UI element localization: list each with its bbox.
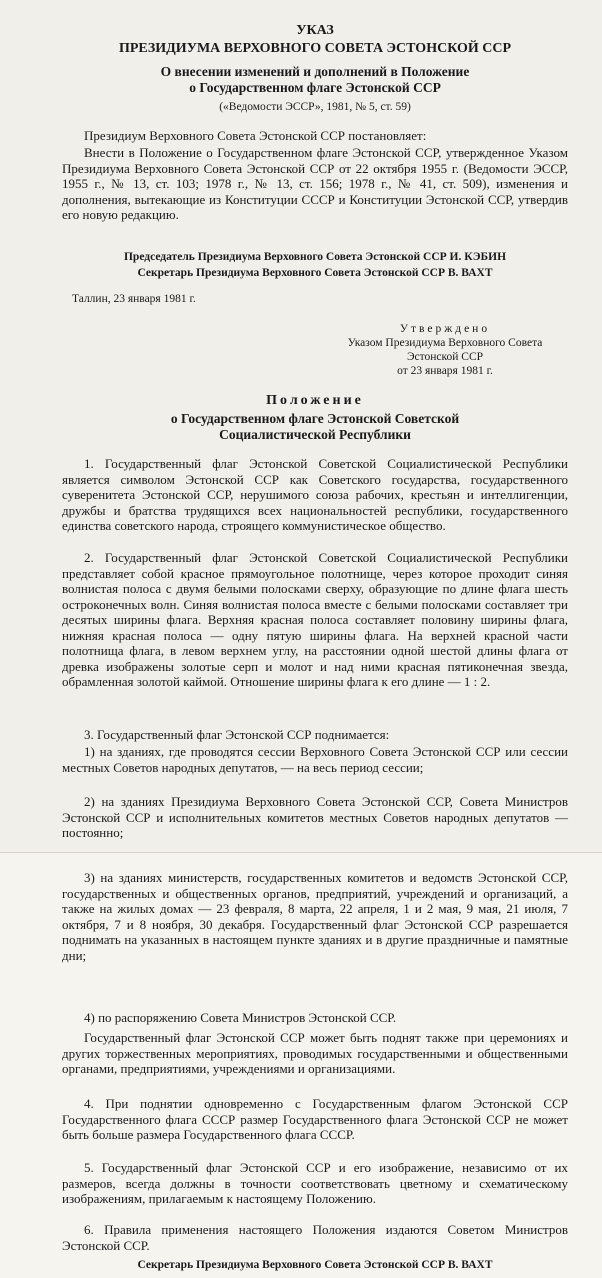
regulation-paragraph-4: 4. При поднятии одновременно с Государственным флагом Эстонской ССР Государственного флага СССР размер Государственного флага Эстонской ССР не может быть больше размера Государственного флага СССР. [62, 1096, 568, 1142]
regulation-paragraph-2: 2. Государственный флаг Эстонской Советской Социалистической Республики представляет собой красное прямоугольное полотнище, через которое проходит синяя волнистая полоса с двумя белыми полосками сверху, образующие по длине флага шесть остроконечных волн. Синяя волнистая полоса вместе с белыми полосками составляет три десятых ширины флага. Верхняя красная полоса составляет половину ширины флага, нижняя красная полоса — одну пятую ширины флага. На верхней красной части полотнища флага, в левом верхнем углу, на расстоянии одной шестой длины флага от древка изображены золотые серп и молот и над ними красная пятиконечная звезда, обрамленная золотой каймой. Отношение ширины флага к его длине — 1 : 2. [62, 550, 568, 689]
decree-issuer: ПРЕЗИДИУМА ВЕРХОВНОГО СОВЕТА ЭСТОНСКОЙ ССР [118, 41, 512, 56]
approval-line2: Эстонской ССР [406, 351, 484, 363]
approval-line1: Указом Президиума Верховного Совета [347, 337, 543, 349]
decree-title-line2: о Государственном флаге Эстонской ССР [189, 80, 441, 95]
regulation-paragraph-1: 1. Государственный флаг Эстонской Советской Социалистической Республики является символом Эстонской ССР как Советского государства, государственного суверенитета Эстонской ССР, нерушимого союза рабочих, крестьян и интеллигенции, дружбы и братства трудящихся всех национальностей республики, государственного единства советского народа, строящего коммунистическое общество. [62, 456, 568, 533]
regulation-title-line2: Социалистической Республики [219, 427, 411, 442]
decree-kind: УКАЗ [296, 23, 334, 38]
approval-block [300, 322, 590, 378]
regulation-item-3-1: 1) на зданиях, где проводятся сессии Верховного Совета Эстонской ССР или сессии местных Советов народных депутатов, — на весь период сессии; [62, 744, 568, 775]
regulation-item-3-2: 2) на зданиях Президиума Верховного Совета Эстонской ССР, Совета Министров Эстонской ССР и исполнительных комитетов местных Советов народных депутатов — постоянно; [62, 794, 568, 840]
regulation-heading: Положение [266, 393, 364, 408]
decree-source: («Ведомости ЭССР», 1981, № 5, ст. 59) [219, 101, 411, 113]
signature-chair: Председатель Президиума Верховного Совета Эстонской ССР И. КЭБИН [123, 251, 507, 263]
decree-text: Внести в Положение о Государственном флаге Эстонской ССР, утвержденное Указом Президиума Верховного Совета Эстонской ССР от 22 октября 1955 г. (Ведомости ЭССР, 1955 г., № 13, ст. 103; 1978 г., № 13, ст. 156; 1978 г., № 41, ст. 509), изменения и дополнения, вытекающие из Конституции СССР и Конституции Эстонской ССР, утвердив его новую редакцию. [62, 145, 568, 222]
place-date: Таллин, 23 января 1981 г. [72, 293, 196, 305]
regulation-signature: Секретарь Президиума Верховного Совета Эстонской ССР В. ВАХТ [137, 1259, 493, 1271]
regulation-paragraph-6: 6. Правила применения настоящего Положения издаются Советом Министров Эстонской ССР. [62, 1222, 568, 1253]
regulation-paragraph-3: 3. Государственный флаг Эстонской ССР поднимается: [84, 727, 390, 742]
decree-title-line1: О внесении изменений и дополнений в Положение [160, 64, 470, 79]
regulation-paragraph-5: 5. Государственный флаг Эстонской ССР и его изображение, независимо от их размеров, всегда должны в точности соответствовать цветному и схематическому изображениям, прилагаемым к настоящему Положению. [62, 1160, 568, 1206]
signature-secretary: Секретарь Президиума Верховного Совета Эстонской ССР В. ВАХТ [137, 267, 493, 279]
decree-preamble: Президиум Верховного Совета Эстонской ССР постановляет: [84, 128, 427, 143]
regulation-item-3-3: 3) на зданиях министерств, государственных комитетов и ведомств Эстонской ССР, государственных и общественных органов, предприятий, учреждений и организаций, а также на жилых домах — 23 февраля, 8 марта, 22 апреля, 1 и 2 мая, 9 мая, 21 июля, 7 октября, 7 и 8 ноября, 30 декабря. Государственный флаг Эстонской ССР разрешается поднимать на указанных в настоящем пункте зданиях и в другие праздничные и памятные дни; [62, 870, 568, 963]
regulation-item-3-4: 4) по распоряжению Совета Министров Эстонской ССР. [84, 1010, 397, 1025]
approval-word: Утверждено [399, 323, 491, 335]
approval-line3: от 23 января 1981 г. [397, 365, 493, 377]
regulation-title-line1: о Государственном флаге Эстонской Советской [170, 411, 460, 426]
regulation-item-3-tail: Государственный флаг Эстонской ССР может быть поднят также при церемониях и других торжественных мероприятиях, проводимых государственными и общественными органами, предприятиями, учреждениями и организациями. [62, 1030, 568, 1076]
